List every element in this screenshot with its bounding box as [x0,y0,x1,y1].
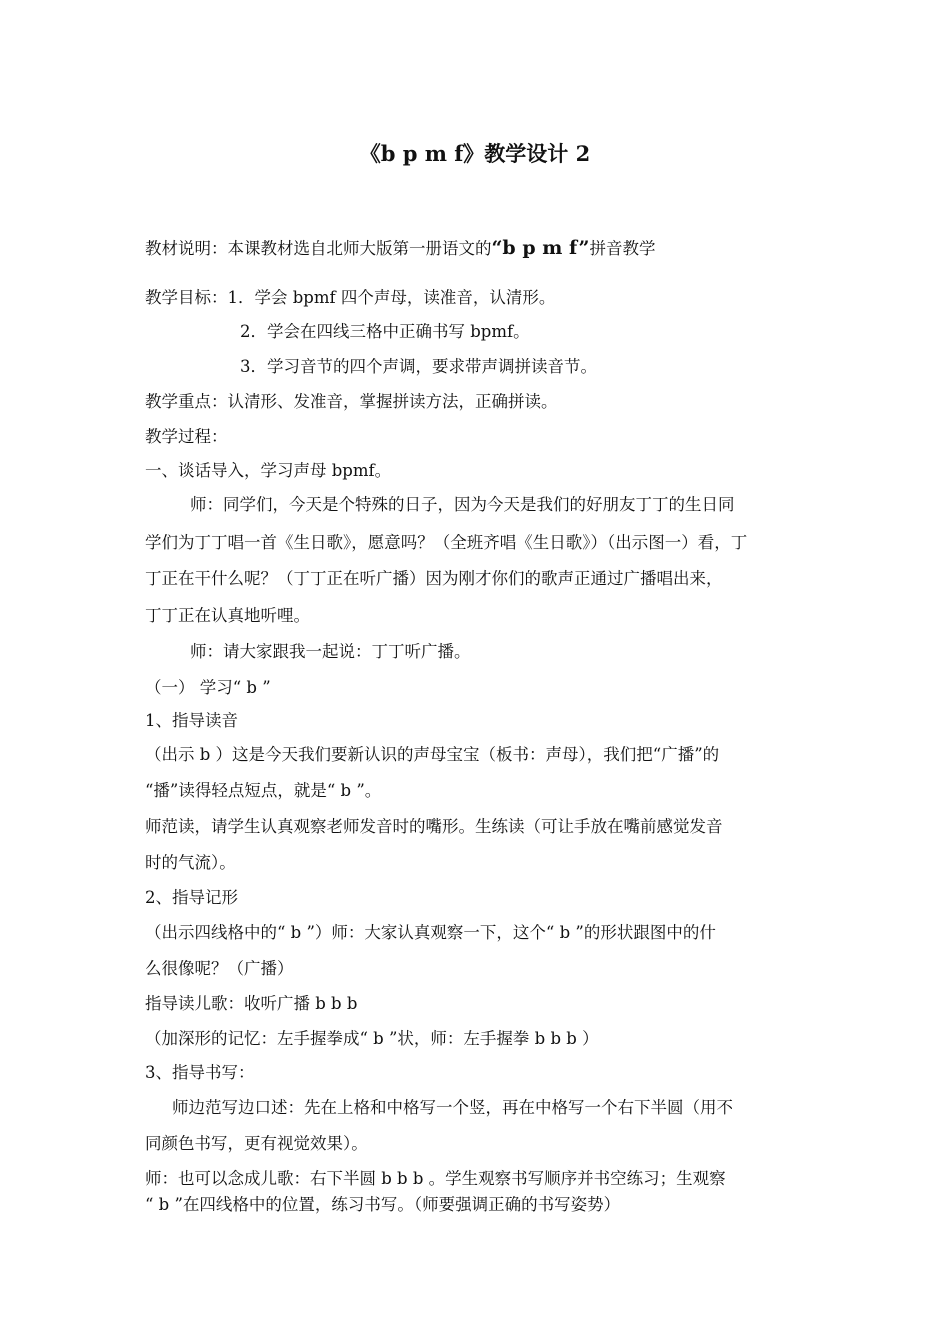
goal-3: 3．学习音节的四个声调，要求带声调拼读音节。 [240,357,597,376]
step3-line: “ b ”在四线格中的位置，练习书写。（师要强调正确的书写姿势） [145,1195,621,1214]
step1-line: 时的气流）。 [145,853,236,872]
section-1-heading: 一、谈话导入，学习声母 bpmf。 [145,461,392,480]
intro-suffix: 拼音教学 [589,239,656,258]
para1-line: 师：同学们，今天是个特殊的日子，因为今天是我们的好朋友丁丁的生日同 [190,495,735,514]
step3-line: 师：也可以念成儿歌：右下半圆 b b b 。学生观察书写顺序并书空练习；生观察 [145,1169,726,1188]
step3-line: 师边范写边口述：先在上格和中格写一个竖，再在中格写一个右下半圆（用不 [172,1098,733,1117]
step-3-heading: 3、指导书写： [145,1063,255,1082]
intro-emphasis: “b p m f” [491,237,590,259]
step-1-heading: 1、指导读音 [145,711,238,730]
step1-line: 师范读，请学生认真观察老师发音时的嘴形。生练读（可让手放在嘴前感觉发音 [145,817,723,836]
step2-line: （出示四线格中的“ b ”）师：大家认真观察一下，这个“ b ”的形状跟图中的什 [145,923,716,942]
goal-2: 2．学会在四线三格中正确书写 bpmf。 [240,322,530,341]
para1-line: 学们为丁丁唱一首《生日歌》，愿意吗？（全班齐唱《生日歌》）（出示图一）看，丁 [145,533,748,552]
step-2-heading: 2、指导记形 [145,888,238,907]
step2-line: 么很像呢？（广播） [145,959,294,978]
subsection-1-heading: （一） 学习“ b ” [145,678,271,697]
step2-line: （加深形的记忆：左手握拳成“ b ”状，师：左手握拳 b b b ） [145,1029,599,1048]
para2: 师：请大家跟我一起说：丁丁听广播。 [190,642,471,661]
process-label: 教学过程： [145,427,228,446]
para1-line: 丁丁正在认真地听哩。 [145,606,310,625]
intro-line [145,238,655,259]
intro-prefix: 教材说明：本课教材选自北师大版第一册语文的 [145,239,492,258]
goal-1: 教学目标：1．学会 bpmf 四个声母，读准音，认清形。 [145,288,556,307]
step1-line: “播”读得轻点短点，就是“ b ”。 [145,781,382,800]
para1-line: 丁正在干什么呢？（丁丁正在听广播）因为刚才你们的歌声正通过广播唱出来， [145,569,723,588]
key-points: 教学重点：认清形、发准音，掌握拼读方法，正确拼读。 [145,392,558,411]
step3-line: 同颜色书写，更有视觉效果）。 [145,1134,368,1153]
step2-line: 指导读儿歌：收听广播 b b b [145,994,358,1013]
document-title: 《b p m f》教学设计 2 [359,141,591,166]
step1-line: （出示 b ）这是今天我们要新认识的声母宝宝（板书：声母），我们把“广播”的 [145,745,720,764]
